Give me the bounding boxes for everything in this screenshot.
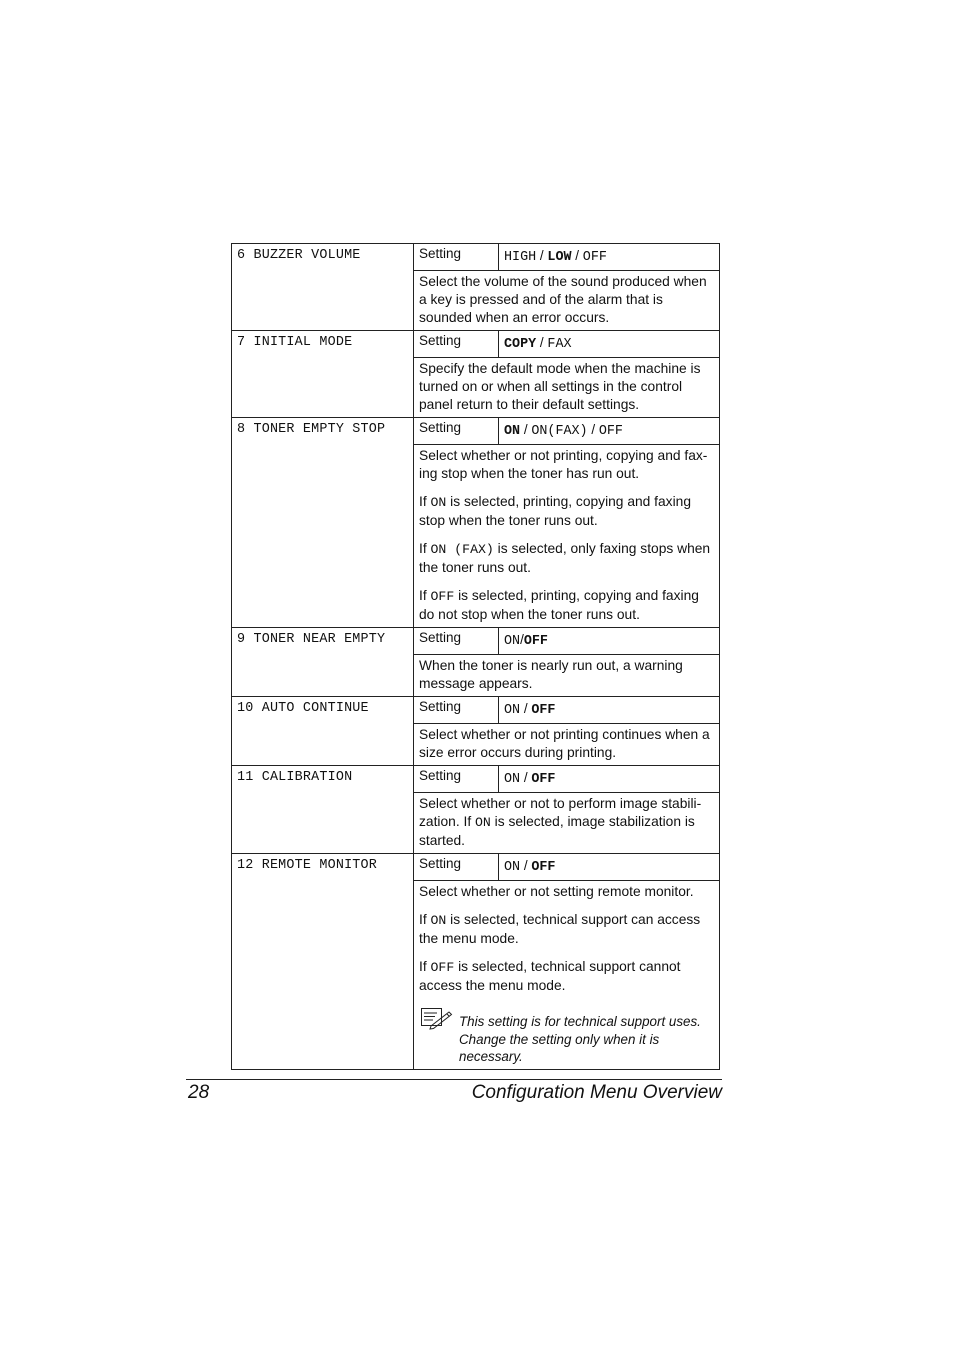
menu-item-name: 10 AUTO CONTINUE	[232, 697, 414, 766]
text-run: is selected, only faxing stops when the toner runs out.	[419, 541, 711, 575]
menu-item-name: 8 TONER EMPTY STOP	[232, 418, 414, 628]
option-value: OFF	[531, 860, 556, 875]
description-paragraph	[419, 447, 715, 483]
option-value: ON	[504, 703, 521, 718]
text-run: When the toner is nearly run out, a warning message appears.	[419, 658, 683, 691]
description-paragraph	[419, 726, 715, 762]
menu-item-name: 7 INITIAL MODE	[232, 331, 414, 418]
menu-item-row	[232, 766, 720, 793]
menu-item-description	[414, 655, 720, 697]
description-paragraph	[419, 657, 715, 693]
menu-item-description	[414, 358, 720, 418]
text-run: Select the volume of the sound produced when a key is pressed and of the alarm that is sounded when an error occurs.	[419, 274, 707, 325]
menu-item-name: 9 TONER NEAR EMPTY	[232, 628, 414, 697]
text-run: If	[419, 588, 431, 603]
description-paragraph	[419, 795, 715, 850]
option-value: OFF	[582, 250, 607, 265]
text-run: Select whether or not printing, copying and fax-ing stop when the toner has run out.	[419, 448, 708, 481]
text-run: /	[520, 632, 524, 647]
option-value: ON	[504, 772, 521, 787]
option-value: ON	[474, 815, 491, 830]
text-run: is selected, technical support can access the menu mode.	[419, 912, 701, 946]
setting-label: Setting	[414, 628, 499, 655]
menu-item-description	[414, 793, 720, 854]
setting-label: Setting	[414, 418, 499, 445]
setting-options	[499, 418, 720, 445]
menu-item-name: 11 CALIBRATION	[232, 766, 414, 854]
footer-rule	[186, 1079, 722, 1080]
option-value: HIGH	[504, 250, 537, 265]
text-run: /	[536, 335, 548, 350]
text-run: Select whether or not to perform image stabili-zation. If	[419, 796, 702, 829]
option-value: COPY	[504, 337, 537, 352]
text-run: /	[520, 422, 532, 437]
text-run: If	[419, 959, 431, 974]
description-paragraph	[419, 273, 715, 327]
configuration-menu-table	[231, 243, 720, 1070]
text-run: Specify the default mode when the machine is turned on or when all settings in the control panel return to their default settings.	[419, 361, 701, 412]
text-run: If	[419, 494, 431, 509]
text-run: Select whether or not setting remote monitor.	[419, 884, 694, 899]
option-value: OFF	[430, 960, 455, 975]
setting-options	[499, 854, 720, 881]
menu-item-row	[232, 628, 720, 655]
option-value: LOW	[547, 250, 572, 265]
description-paragraph	[419, 911, 715, 948]
menu-item-description	[414, 881, 720, 1070]
option-value: OFF	[531, 772, 556, 787]
option-value: OFF	[531, 703, 556, 718]
option-value: ON	[430, 495, 447, 510]
setting-options	[499, 766, 720, 793]
setting-label: Setting	[414, 244, 499, 271]
setting-label: Setting	[414, 766, 499, 793]
option-value: OFF	[523, 634, 548, 649]
menu-item-row	[232, 244, 720, 271]
setting-options	[499, 331, 720, 358]
text-run: /	[571, 248, 583, 263]
note-text: This setting is for technical support uses. Change the setting only when it is necessary.	[459, 1014, 701, 1064]
text-run: /	[520, 858, 532, 873]
option-value: ON	[504, 634, 521, 649]
text-run: Select whether or not printing continues when a size error occurs during printing.	[419, 727, 710, 760]
text-run: is selected, technical support cannot access the menu mode.	[419, 959, 681, 993]
menu-item-row	[232, 331, 720, 358]
description-paragraph	[419, 493, 715, 530]
setting-options	[499, 244, 720, 271]
setting-options	[499, 697, 720, 724]
setting-label: Setting	[414, 331, 499, 358]
option-value: OFF	[430, 589, 455, 604]
description-paragraph	[419, 540, 715, 577]
menu-item-description	[414, 445, 720, 628]
text-run: If	[419, 541, 431, 556]
description-paragraph	[419, 360, 715, 414]
option-value: FAX	[547, 337, 572, 352]
menu-item-row	[232, 418, 720, 445]
menu-item-description	[414, 724, 720, 766]
option-value: ON	[504, 860, 521, 875]
menu-item-description	[414, 271, 720, 331]
note-box	[419, 1005, 715, 1066]
option-value: ON(FAX)	[531, 424, 588, 439]
text-run: is selected, printing, copying and faxing do not stop when the toner runs out.	[419, 588, 699, 622]
description-paragraph	[419, 958, 715, 995]
setting-label: Setting	[414, 697, 499, 724]
menu-item-row	[232, 697, 720, 724]
note-pencil-icon	[419, 1005, 459, 1035]
text-run: is selected, image stabilization is started.	[419, 814, 695, 848]
option-value: ON (FAX)	[430, 542, 494, 557]
text-run: /	[536, 248, 548, 263]
menu-item-name: 12 REMOTE MONITOR	[232, 854, 414, 1070]
text-run: /	[520, 701, 532, 716]
setting-label: Setting	[414, 854, 499, 881]
text-run: If	[419, 912, 431, 927]
description-paragraph	[419, 587, 715, 624]
text-run: is selected, printing, copying and faxing stop when the toner runs out.	[419, 494, 691, 528]
text-run: /	[520, 770, 532, 785]
setting-options	[499, 628, 720, 655]
option-value: OFF	[598, 424, 623, 439]
menu-item-row	[232, 854, 720, 881]
menu-item-name: 6 BUZZER VOLUME	[232, 244, 414, 331]
text-run: /	[587, 422, 599, 437]
option-value: ON	[430, 913, 447, 928]
description-paragraph	[419, 883, 715, 901]
option-value: ON	[504, 424, 521, 439]
page-number: 28	[188, 1082, 210, 1103]
footer-title: Configuration Menu Overview	[471, 1082, 722, 1103]
